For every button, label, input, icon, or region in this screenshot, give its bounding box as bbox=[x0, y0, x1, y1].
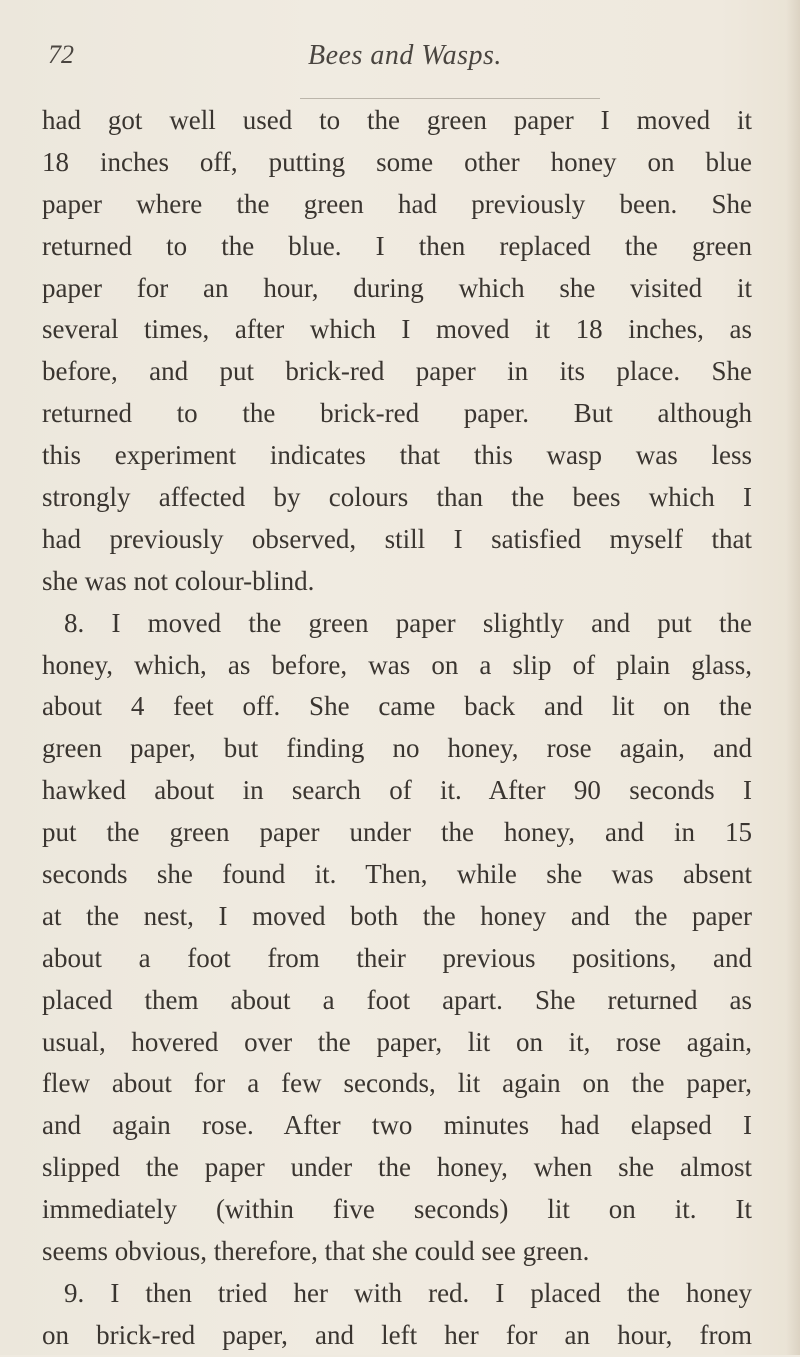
text-line: had got well used to the green paper I moved it bbox=[42, 105, 752, 135]
text-line: this experiment indicates that this wasp was less bbox=[42, 440, 752, 471]
text-line: had previously observed, still I satisfied myself that bbox=[42, 523, 752, 554]
text-line: several times, after which I moved it 18 inches, as bbox=[42, 314, 752, 345]
header-rule bbox=[300, 98, 600, 99]
running-head bbox=[40, 40, 760, 80]
running-title: Bees and Wasps. bbox=[308, 40, 502, 71]
text-line: paper for an hour, during which she visited it bbox=[42, 272, 752, 303]
text-line: before, and put brick-red paper in its place. She bbox=[42, 356, 752, 387]
page-edge-shadow bbox=[786, 0, 800, 1355]
text-line: returned to the brick-red paper. But although bbox=[42, 398, 752, 429]
body-text bbox=[42, 100, 752, 1357]
text-line: and again rose. After two minutes had elapsed I bbox=[42, 1110, 752, 1141]
text-line: placed them about a foot apart. She returned as bbox=[42, 984, 752, 1015]
text-line: hawked about in search of it. After 90 seconds I bbox=[42, 775, 752, 806]
text-line: seconds she found it. Then, while she was absent bbox=[42, 859, 752, 890]
text-line: 18 inches off, putting some other honey on blue bbox=[42, 146, 752, 177]
page-number: 72 bbox=[48, 40, 74, 69]
text-line: at the nest, I moved both the honey and the paper bbox=[42, 900, 752, 931]
text-line: about 4 feet off. She came back and lit on the bbox=[42, 691, 752, 722]
text-line: flew about for a few seconds, lit again on the paper, bbox=[42, 1068, 752, 1099]
text-line: slipped the paper under the honey, when she almost bbox=[42, 1152, 752, 1183]
text-line: on brick-red paper, and left her for an hour, from bbox=[42, 1319, 752, 1350]
text-line: strongly affected by colours than the bees which I bbox=[42, 482, 752, 513]
text-line: immediately (within five seconds) lit on it. It bbox=[42, 1194, 752, 1225]
text-line: usual, hovered over the paper, lit on it, rose again, bbox=[42, 1026, 752, 1057]
text-line: paper where the green had previously been. She bbox=[42, 188, 752, 219]
text-line: returned to the blue. I then replaced the green bbox=[42, 230, 752, 261]
text-line: honey, which, as before, was on a slip of plain glass, bbox=[42, 649, 752, 680]
text-line: green paper, but finding no honey, rose again, and bbox=[42, 733, 752, 764]
text-line: about a foot from their previous positions, and bbox=[42, 942, 752, 973]
text-line: she was not colour-blind. bbox=[42, 565, 315, 596]
text-line: 8. I moved the green paper slightly and put the bbox=[64, 607, 752, 638]
text-line: 9. I then tried her with red. I placed the honey bbox=[64, 1277, 752, 1308]
text-line: put the green paper under the honey, and in 15 bbox=[42, 817, 752, 848]
text-line: seems obvious, therefore, that she could see green. bbox=[42, 1236, 590, 1267]
